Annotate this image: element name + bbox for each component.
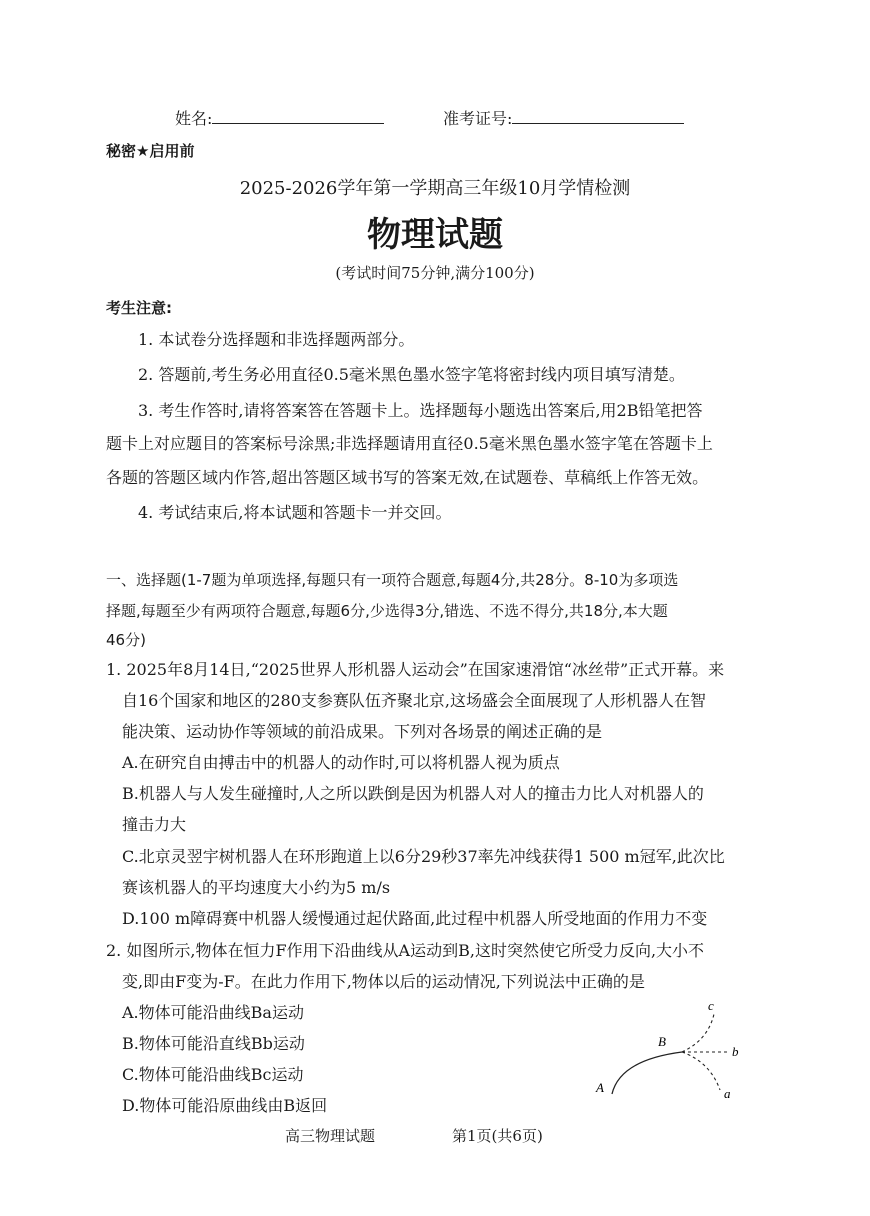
secret-mark: 秘密★启用前 xyxy=(106,142,195,160)
question-stem: 自16个国家和地区的280支参赛队伍齐聚北京,这场盛会全面展现了人形机器人在智 xyxy=(122,691,706,710)
question-stem: 1. 2025年8月14日,“2025世界人形机器人运动会”在国家速滑馆“冰丝带”正式开幕。来 xyxy=(106,660,725,679)
question-stem: 变,即由F变为-F。在此力作用下,物体以后的运动情况,下列说法中正确的是 xyxy=(122,972,645,991)
question-stem: 2. 如图所示,物体在恒力F作用下沿曲线从A运动到B,这时突然使它所受力反向,大小不 xyxy=(106,941,705,960)
notice-item: 题卡上对应题目的答案标号涂黑;非选择题请用直径0.5毫米黑色墨水签字笔在答题卡上 xyxy=(106,434,713,453)
exam-id-field xyxy=(443,106,684,129)
exam-info: (考试时间75分钟,满分100分) xyxy=(335,264,535,282)
notice-item: 3. 考生作答时,请将答案答在答题卡上。选择题每小题选出答案后,用2B铅笔把答 xyxy=(138,401,703,420)
section-heading: 一、选择题(1-7题为单项选择,每题只有一项符合题意,每题4分,共28分。8-10为多项选 xyxy=(106,571,679,589)
option-b[interactable]: B.机器人与人发生碰撞时,人之所以跌倒是因为机器人对人的撞击力比人对机器人的 xyxy=(122,784,704,803)
option-b-continued: 撞击力大 xyxy=(122,815,187,834)
notice-item: 1. 本试卷分选择题和非选择题两部分。 xyxy=(138,330,415,349)
footer-page: 第1页(共6页) xyxy=(452,1127,543,1145)
subject-title: 物理试题 xyxy=(367,215,503,255)
trajectory-figure xyxy=(590,1000,760,1110)
label-a-end: a xyxy=(724,1086,731,1101)
option-c[interactable]: C.北京灵翌宇树机器人在环形跑道上以6分29秒37率先冲线获得1 500 m冠军,此次比 xyxy=(122,847,725,866)
option-b[interactable]: B.物体可能沿直线Bb运动 xyxy=(122,1034,305,1053)
option-d[interactable]: D.物体可能沿原曲线由B返回 xyxy=(122,1096,328,1115)
option-a[interactable]: A.在研究自由搏击中的机器人的动作时,可以将机器人视为质点 xyxy=(122,753,560,772)
label-b-end: b xyxy=(732,1044,739,1059)
exam-id-blank[interactable] xyxy=(512,109,684,124)
label-a-point: A xyxy=(596,1080,604,1095)
section-heading: 46分) xyxy=(106,631,146,649)
option-c[interactable]: C.物体可能沿曲线Bc运动 xyxy=(122,1065,304,1084)
name-blank[interactable] xyxy=(212,109,384,124)
option-a[interactable]: A.物体可能沿曲线Ba运动 xyxy=(122,1003,304,1022)
option-d[interactable]: D.100 m障碍赛中机器人缓慢通过起伏路面,此过程中机器人所受地面的作用力不变 xyxy=(122,909,708,928)
name-field xyxy=(175,106,384,129)
label-b-point: B xyxy=(658,1034,666,1049)
notice-item: 2. 答题前,考生务必用直径0.5毫米黑色墨水签字笔将密封线内项目填写清楚。 xyxy=(138,365,685,384)
notice-title: 考生注意: xyxy=(106,299,172,317)
notice-item: 4. 考试结束后,将本试题和答题卡一并交回。 xyxy=(138,503,452,522)
name-label: 姓名: xyxy=(175,109,213,128)
section-heading: 择题,每题至少有两项符合题意,每题6分,少选得3分,错选、不选不得分,共18分,本大题 xyxy=(106,602,668,620)
curve-a-to-b xyxy=(612,1052,682,1094)
exam-id-label: 准考证号: xyxy=(443,109,513,128)
notice-item: 各题的答题区域内作答,超出答题区域书写的答案无效,在试题卷、草稿纸上作答无效。 xyxy=(106,468,709,487)
question-stem: 能决策、运动协作等领域的前沿成果。下列对各场景的阐述正确的是 xyxy=(122,722,603,741)
dashed-curve-ba xyxy=(682,1052,720,1090)
label-c-end: c xyxy=(708,1000,714,1013)
exam-title: 2025-2026学年第一学期高三年级10月学情检测 xyxy=(239,178,631,199)
footer-subject: 高三物理试题 xyxy=(285,1127,376,1145)
option-c-continued: 赛该机器人的平均速度大小约为5 m/s xyxy=(122,878,391,897)
dashed-curve-bc xyxy=(682,1014,714,1052)
